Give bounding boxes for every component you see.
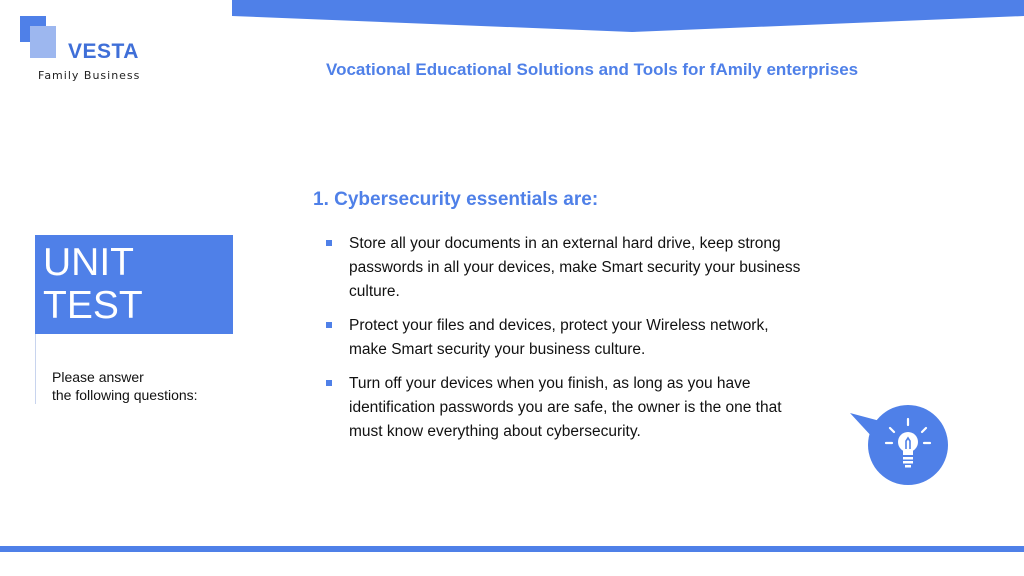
vesta-logo xyxy=(20,16,160,86)
unit-title-line2: TEST xyxy=(43,284,143,327)
logo-wordmark: VESTA xyxy=(68,40,139,63)
question-title: 1. Cybersecurity essentials are: xyxy=(313,189,599,210)
answer-option-1[interactable] xyxy=(326,232,806,304)
bullet-icon xyxy=(326,240,332,246)
unit-test-box xyxy=(35,235,233,334)
header-title: Vocational Educational Solutions and Tools for fAmily enterprises xyxy=(326,60,859,79)
answer-option-text: Turn off your devices when you finish, as long as you have identification passwords you are safe, the owner is the one that must know everything about cybersecurity. xyxy=(349,375,782,440)
instructions-line1: Please answer xyxy=(52,369,144,385)
lightbulb-icon xyxy=(850,405,950,487)
answer-option-text: Protect your files and devices, protect your Wireless network, make Smart security your business culture. xyxy=(349,317,769,358)
unit-title-line1: UNIT xyxy=(43,241,134,284)
bullet-icon xyxy=(326,380,332,386)
sidebar-divider xyxy=(35,334,36,404)
instructions xyxy=(52,368,198,404)
instructions-line2: the following questions: xyxy=(52,387,198,403)
logo-subtitle: Family Business xyxy=(38,69,141,82)
answer-options xyxy=(326,232,806,454)
top-banner xyxy=(232,0,1024,32)
answer-option-text: Store all your documents in an external hard drive, keep strong passwords in all your devices, make Smart security your business culture. xyxy=(349,235,801,300)
answer-option-3[interactable] xyxy=(326,372,806,444)
bottom-bar xyxy=(0,546,1024,552)
answer-option-2[interactable] xyxy=(326,314,806,362)
bullet-icon xyxy=(326,322,332,328)
